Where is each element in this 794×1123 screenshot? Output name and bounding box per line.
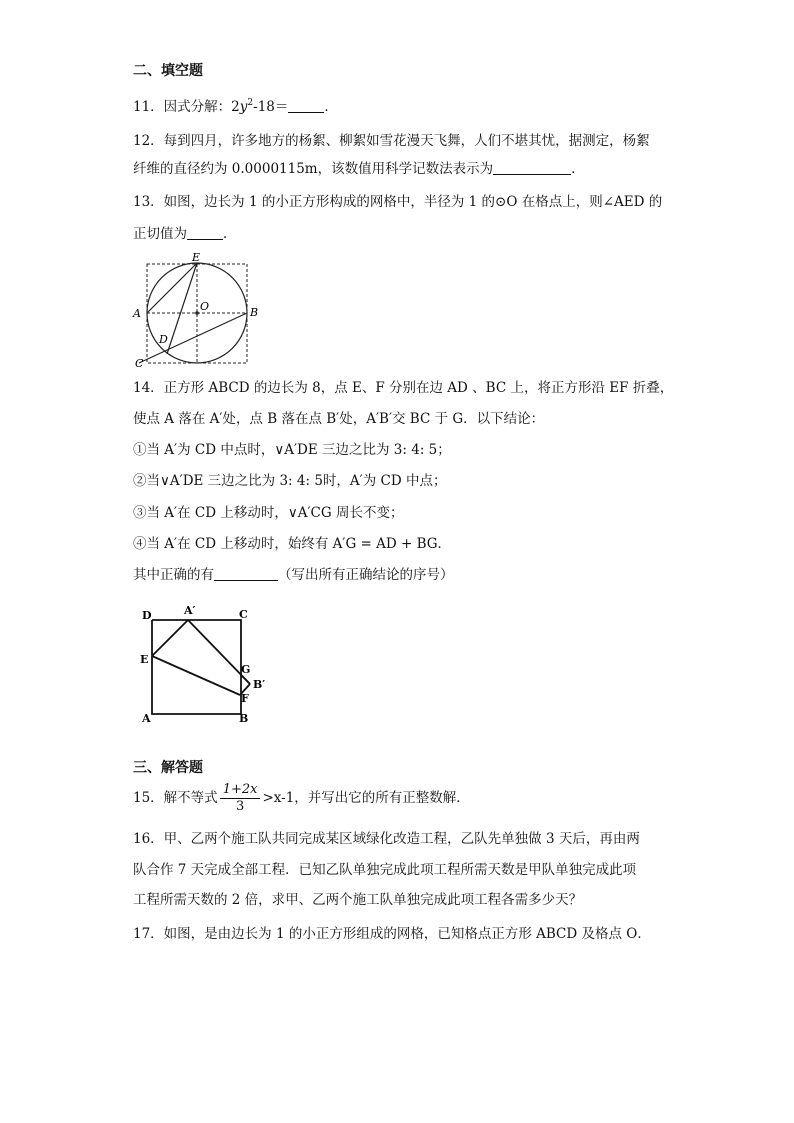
question-14-line2: 使点 A 落在 A′处，点 B 落在点 B′处，A′B′交 BC 于 G．以下结论：: [133, 411, 545, 427]
q11-text: 11．因式分解：2: [133, 99, 240, 115]
question-14-conclusion-2: ②当∨A′DE 三边之比为 3: 4: 5时，A′为 CD 中点；: [133, 473, 447, 489]
q15-fraction-denominator: 3: [235, 799, 245, 814]
question-12-line1: 12．每到四月，许多地方的杨絮、柳絮如雪花漫天飞舞，人们不堪其忧，据测定，杨絮: [133, 133, 650, 149]
question-14-conclusion-3: ③当 A′在 CD 上移动时，∨A′CG 周长不变；: [133, 505, 404, 521]
q13-label-E: E: [192, 251, 201, 264]
q13-label-C: C: [135, 357, 144, 370]
q14-label-C: C: [239, 608, 248, 621]
q14-shape: [152, 620, 250, 714]
q15-fraction: [220, 782, 261, 815]
q13-answer-blank[interactable]: [187, 226, 223, 240]
question-17-line1: 17．如图，是由边长为 1 的小正方形组成的网格，已知格点正方形 ABCD 及格点 O．: [133, 926, 651, 942]
question-14-line1: 14．正方形 ABCD 的边长为 8，点 E、F 分别在边 AD 、BC 上，将正方形沿 EF 折叠，: [133, 380, 674, 396]
question-16-line2: 队合作 7 天完成全部工程．已知乙队单独完成此项工程所需天数是甲队单独完成此项: [133, 862, 637, 878]
q13-label-D: D: [159, 333, 168, 346]
q14-label-B-prime: B′: [253, 678, 266, 691]
q14-label-G: G: [241, 663, 251, 676]
section-title-solutions: 三、解答题: [133, 760, 203, 776]
question-12-line2: [133, 160, 585, 178]
q14-answer-blank[interactable]: [214, 567, 278, 581]
question-14-conclusion-1: ①当 A′为 CD 中点时，∨A′DE 三边之比为 3: 4: 5；: [133, 442, 451, 458]
question-13-line1: 13．如图，边长为 1 的小正方形构成的网格中，半径为 1 的⊙O 在格点上，则∠AED 的: [133, 194, 663, 210]
q14-label-B: B: [239, 712, 249, 725]
q13-text: 正切值为: [133, 226, 187, 242]
q15-text: 15．解不等式: [133, 790, 218, 806]
q14-answer-hint: （写出所有正确结论的序号）: [278, 567, 454, 583]
question-16-line3: 工程所需天数的 2 倍，求甲、乙两个施工队单独完成此项工程各需多少天？: [133, 892, 583, 908]
q14-answer-text: 其中正确的有: [133, 567, 214, 583]
q14-label-A-prime: A′: [184, 604, 196, 617]
q11-text-post: -18＝: [253, 99, 289, 115]
q13-label-A: A: [133, 307, 141, 320]
question-13-line2: [133, 225, 237, 243]
q15-text-post: >x-1，并写出它的所有正整数解．: [262, 790, 470, 806]
q11-var: y: [239, 99, 248, 115]
q14-label-D: D: [142, 609, 152, 622]
question-14-answer-line: [133, 566, 454, 584]
q15-fraction-numerator: 1+2x: [220, 782, 261, 799]
q11-end: ．: [324, 99, 338, 115]
q13-label-O: O: [200, 300, 210, 313]
question-16-line1: 16．甲、乙两个施工队共同完成某区域绿化改造工程，乙队先单独做 3 天后，再由两: [133, 831, 640, 847]
q14-label-A: A: [142, 712, 151, 725]
q14-label-F: F: [241, 692, 249, 705]
q13-end: ．: [223, 226, 237, 242]
q13-center-point: [195, 311, 199, 315]
q11-exp: 2: [247, 98, 254, 108]
q12-text: 纤维的直径约为 0.0000115m，该数值用科学记数法表示为: [133, 161, 494, 177]
question-14-conclusion-4: ④当 A′在 CD 上移动时，始终有 A′G = AD + BG．: [133, 536, 452, 552]
q12-end: ．: [571, 161, 585, 177]
q12-answer-blank[interactable]: [493, 161, 571, 175]
question-15: [133, 780, 470, 816]
q11-answer-blank[interactable]: [288, 99, 324, 113]
question-11: [133, 94, 338, 116]
q14-label-E: E: [140, 653, 149, 666]
q13-label-B: B: [250, 306, 259, 319]
section-title-fill-in: 二、填空题: [133, 63, 203, 79]
q14-figure: [132, 600, 272, 730]
q13-figure: [130, 250, 260, 370]
